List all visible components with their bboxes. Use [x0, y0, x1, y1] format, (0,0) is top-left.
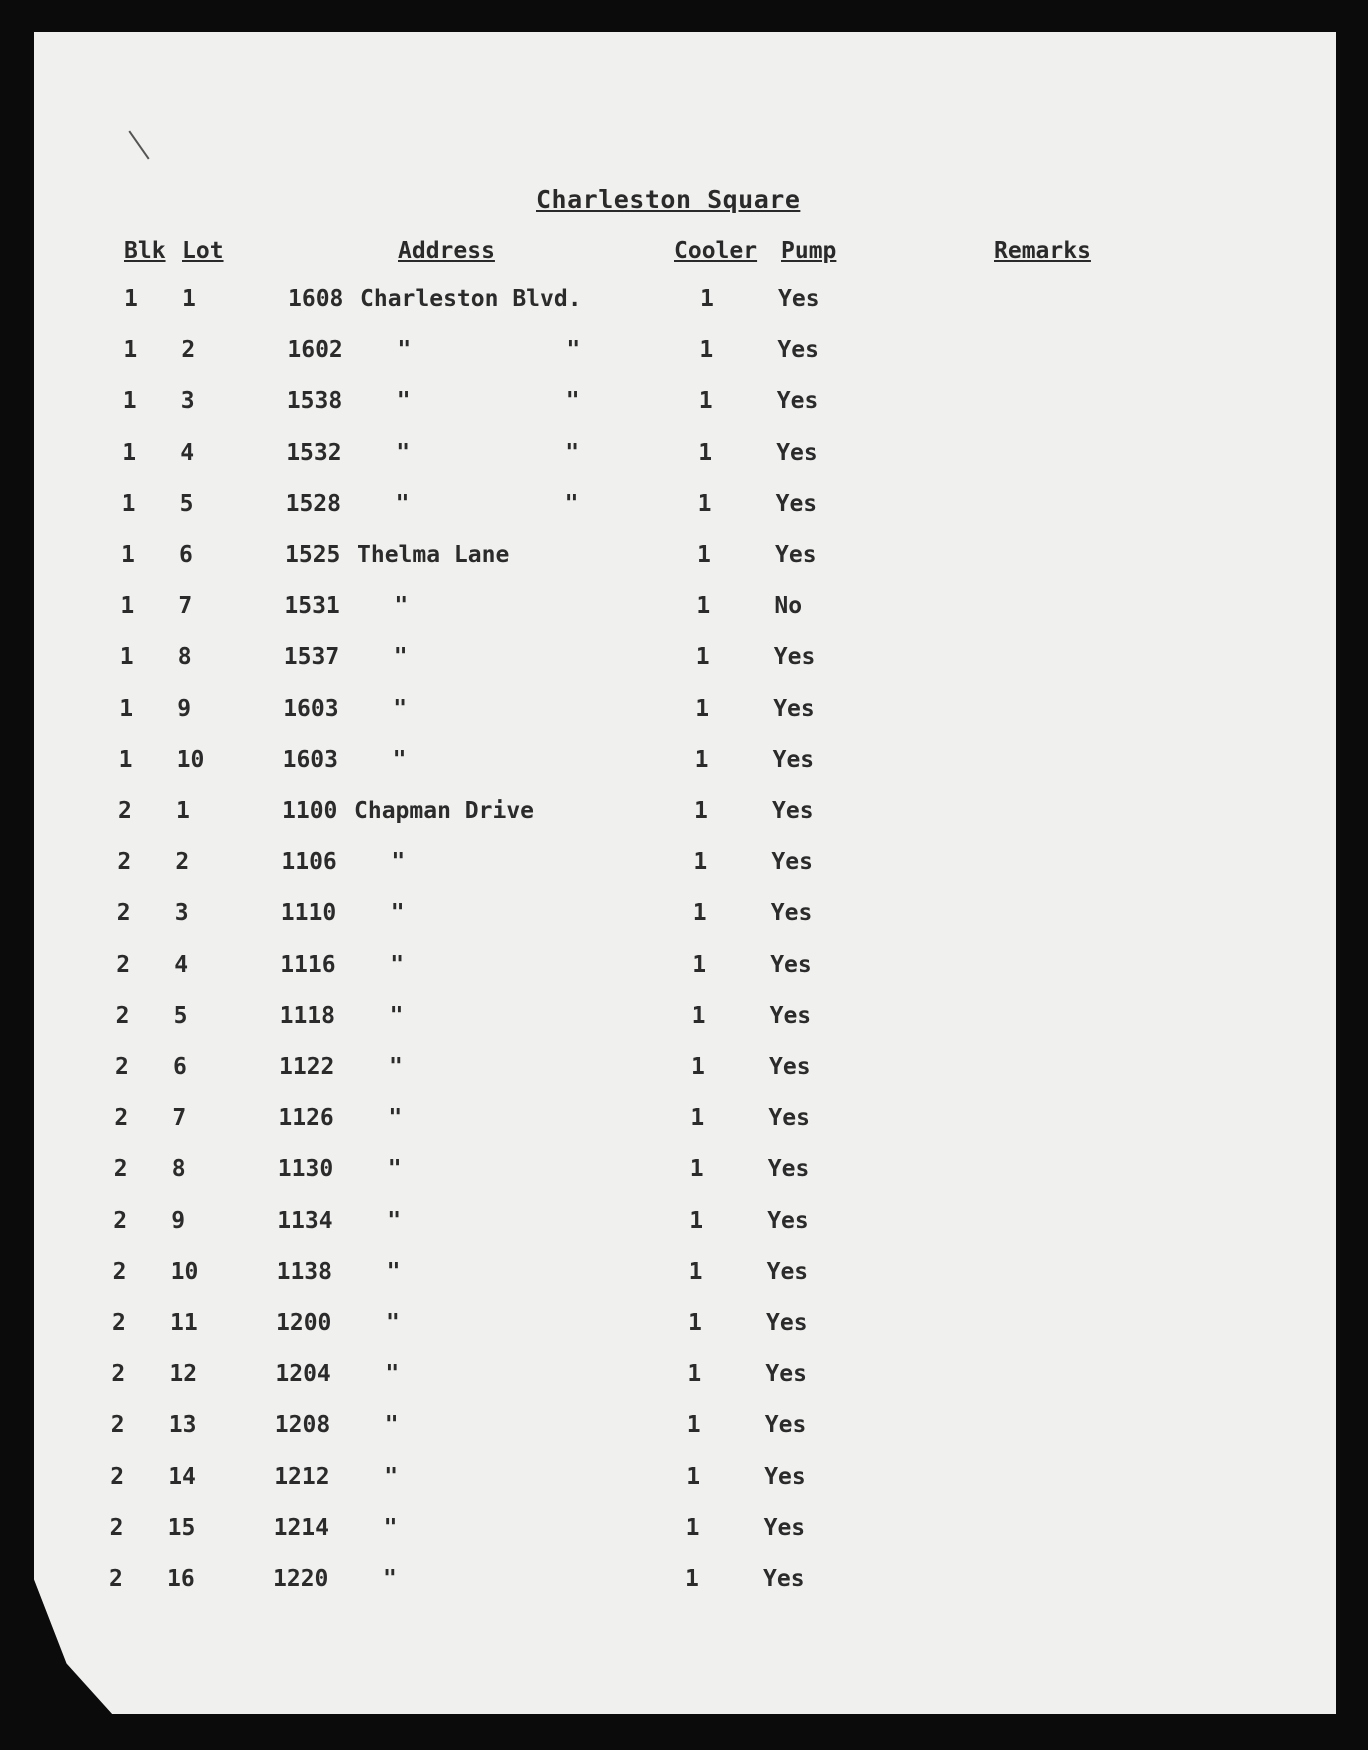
cell-street: "	[385, 1361, 400, 1388]
cell-street: "	[390, 951, 405, 978]
cell-lot: 1	[176, 798, 190, 824]
cell-cooler: 1	[688, 1258, 703, 1285]
cell-ditto: "	[566, 337, 581, 364]
cell-blk: 2	[113, 1156, 128, 1183]
cell-cooler: 1	[700, 286, 714, 312]
cell-cooler: 1	[698, 388, 713, 415]
cell-house-number: 1138	[276, 1258, 332, 1285]
cell-cooler: 1	[687, 1361, 702, 1388]
cell-pump: Yes	[767, 1207, 809, 1234]
cell-house-number: 1106	[281, 849, 337, 876]
cell-house-number: 1528	[285, 490, 341, 517]
cell-house-number: 1603	[282, 746, 338, 773]
cell-house-number: 1134	[277, 1207, 333, 1234]
cell-blk: 2	[110, 1463, 125, 1490]
cell-lot: 7	[172, 1105, 187, 1132]
cell-pump: Yes	[764, 1412, 807, 1439]
cell-house-number: 1212	[274, 1463, 330, 1490]
cell-cooler: 1	[688, 1310, 702, 1336]
cell-street: "	[396, 388, 411, 415]
cell-pump: Yes	[773, 644, 816, 671]
cell-ditto: "	[565, 388, 580, 415]
header-cooler: Cooler	[674, 238, 758, 264]
cell-ditto: "	[565, 439, 580, 466]
cell-lot: 13	[168, 1412, 197, 1439]
cell-blk: 1	[119, 695, 134, 722]
header-blk: Blk	[124, 238, 166, 264]
cell-street: Charleston Blvd.	[360, 286, 582, 312]
cell-cooler: 1	[699, 337, 714, 364]
cell-cooler: 1	[690, 1105, 705, 1132]
cell-cooler: 1	[689, 1156, 704, 1183]
cell-cooler: 1	[686, 1412, 701, 1439]
cell-house-number: 1220	[273, 1566, 329, 1592]
cell-pump: Yes	[766, 1258, 809, 1285]
cell-house-number: 1110	[280, 900, 337, 927]
header-remarks: Remarks	[994, 238, 1091, 264]
cell-pump: Yes	[769, 1002, 812, 1029]
cell-house-number: 1116	[280, 951, 336, 978]
cell-lot: 4	[180, 439, 195, 466]
cell-pump: Yes	[776, 388, 819, 415]
cell-street: "	[387, 1156, 402, 1183]
cell-street: "	[384, 1463, 399, 1490]
cell-street: Chapman Drive	[354, 798, 535, 824]
cell-pump: Yes	[769, 1054, 811, 1080]
cell-blk: 2	[113, 1207, 128, 1234]
cell-cooler: 1	[697, 542, 711, 568]
cell-pump: Yes	[775, 542, 817, 568]
cell-blk: 2	[109, 1514, 124, 1541]
cell-cooler: 1	[695, 695, 710, 722]
cell-pump: Yes	[775, 490, 818, 517]
cell-lot: 2	[181, 337, 196, 364]
cell-cooler: 1	[695, 644, 710, 671]
cell-blk: 2	[116, 951, 131, 978]
cell-house-number: 1204	[275, 1361, 331, 1388]
cell-lot: 5	[179, 490, 194, 517]
cell-lot: 5	[173, 1002, 188, 1029]
cell-street: "	[391, 849, 406, 876]
cell-blk: 1	[121, 542, 135, 568]
cell-cooler: 1	[689, 1207, 704, 1234]
cell-blk: 2	[112, 1310, 126, 1336]
page-title: Charleston Square	[536, 185, 801, 214]
cell-blk: 1	[121, 490, 136, 517]
cell-blk: 2	[116, 900, 131, 927]
cell-street: "	[396, 439, 411, 466]
cell-house-number: 1531	[284, 593, 340, 620]
cell-lot: 16	[167, 1566, 195, 1592]
cell-lot: 10	[176, 746, 205, 773]
cell-house-number: 1532	[286, 439, 342, 466]
cell-cooler: 1	[693, 849, 708, 876]
header-address: Address	[398, 238, 495, 264]
cell-street: "	[389, 1054, 403, 1080]
cell-house-number: 1100	[282, 798, 338, 824]
cell-street: Thelma Lane	[357, 542, 510, 568]
cell-cooler: 1	[697, 490, 712, 517]
cell-cooler: 1	[686, 1463, 701, 1490]
cell-blk: 2	[117, 849, 132, 876]
cell-pump: Yes	[770, 951, 812, 978]
cell-blk: 2	[114, 1105, 129, 1132]
cell-lot: 14	[168, 1463, 196, 1490]
cell-ditto: "	[564, 490, 579, 517]
cell-street: "	[395, 490, 410, 517]
cell-street: "	[386, 1310, 400, 1336]
cell-pump: Yes	[773, 695, 815, 722]
cell-lot: 8	[177, 644, 192, 671]
cell-street: "	[393, 644, 408, 671]
cell-lot: 9	[171, 1207, 186, 1234]
cell-pump: Yes	[765, 1361, 807, 1388]
cell-lot: 11	[170, 1310, 198, 1336]
cell-street: "	[387, 1207, 402, 1234]
cell-lot: 8	[171, 1156, 186, 1183]
cell-house-number: 1214	[273, 1514, 329, 1541]
cell-cooler: 1	[691, 1054, 705, 1080]
cell-blk: 1	[120, 593, 135, 620]
cell-pump: Yes	[776, 439, 818, 466]
cell-cooler: 1	[691, 1002, 706, 1029]
cell-blk: 1	[119, 644, 134, 671]
cell-blk: 2	[112, 1258, 127, 1285]
cell-house-number: 1602	[287, 337, 343, 364]
cell-cooler: 1	[694, 746, 709, 773]
cell-blk: 1	[122, 439, 137, 466]
cell-pump: Yes	[777, 337, 819, 364]
cell-pump: Yes	[763, 1514, 806, 1541]
cell-house-number: 1537	[283, 644, 340, 671]
cell-lot: 6	[179, 542, 193, 568]
cell-cooler: 1	[696, 593, 711, 620]
cell-street: "	[389, 1002, 404, 1029]
cell-cooler: 1	[692, 900, 707, 927]
cell-pump: Yes	[770, 900, 813, 927]
cell-pump: Yes	[763, 1566, 805, 1592]
cell-blk: 1	[123, 337, 138, 364]
cell-cooler: 1	[698, 439, 713, 466]
cell-pump: Yes	[772, 798, 814, 824]
cell-street: "	[388, 1105, 403, 1132]
cell-lot: 3	[180, 388, 195, 415]
cell-lot: 10	[170, 1258, 199, 1285]
cell-house-number: 1200	[276, 1310, 332, 1336]
cell-blk: 1	[124, 286, 138, 312]
cell-house-number: 1603	[283, 695, 339, 722]
cell-lot: 2	[175, 849, 190, 876]
cell-street: "	[384, 1412, 399, 1439]
cell-house-number: 1130	[277, 1156, 334, 1183]
cell-street: "	[397, 337, 412, 364]
cell-lot: 3	[174, 900, 189, 927]
cell-house-number: 1208	[274, 1412, 331, 1439]
cell-cooler: 1	[694, 798, 708, 824]
header-lot: Lot	[182, 238, 224, 264]
cell-house-number: 1126	[278, 1105, 334, 1132]
cell-lot: 1	[182, 286, 196, 312]
cell-cooler: 1	[685, 1514, 700, 1541]
cell-pump: Yes	[764, 1463, 806, 1490]
cell-blk: 2	[109, 1566, 123, 1592]
cell-pump: No	[774, 593, 803, 620]
cell-pump: Yes	[771, 849, 813, 876]
cell-house-number: 1538	[286, 388, 343, 415]
cell-pump: Yes	[772, 746, 815, 773]
cell-blk: 2	[118, 798, 132, 824]
cell-cooler: 1	[685, 1566, 699, 1592]
cell-cooler: 1	[692, 951, 707, 978]
header-pump: Pump	[781, 238, 837, 264]
cell-lot: 7	[178, 593, 193, 620]
document-sheet	[34, 32, 1336, 1714]
cell-pump: Yes	[766, 1310, 808, 1336]
cell-house-number: 1525	[285, 542, 341, 568]
cell-lot: 4	[174, 951, 189, 978]
cell-blk: 1	[122, 388, 137, 415]
cell-house-number: 1118	[279, 1002, 335, 1029]
cell-street: "	[383, 1514, 398, 1541]
cell-lot: 6	[173, 1054, 187, 1080]
cell-blk: 2	[115, 1002, 130, 1029]
cell-house-number: 1608	[288, 286, 344, 312]
cell-street: "	[392, 746, 407, 773]
cell-lot: 15	[167, 1514, 196, 1541]
cell-street: "	[383, 1566, 397, 1592]
cell-street: "	[390, 900, 405, 927]
cell-street: "	[394, 593, 409, 620]
cell-street: "	[386, 1258, 401, 1285]
cell-lot: 12	[169, 1361, 198, 1388]
cell-pump: Yes	[768, 1105, 810, 1132]
cell-blk: 2	[110, 1412, 125, 1439]
cell-blk: 2	[111, 1361, 126, 1388]
cell-lot: 9	[177, 695, 192, 722]
cell-pump: Yes	[778, 286, 820, 312]
cell-blk: 1	[118, 746, 133, 773]
cell-pump: Yes	[767, 1156, 810, 1183]
cell-blk: 2	[115, 1054, 129, 1080]
cell-house-number: 1122	[279, 1054, 335, 1080]
cell-street: "	[393, 695, 408, 722]
